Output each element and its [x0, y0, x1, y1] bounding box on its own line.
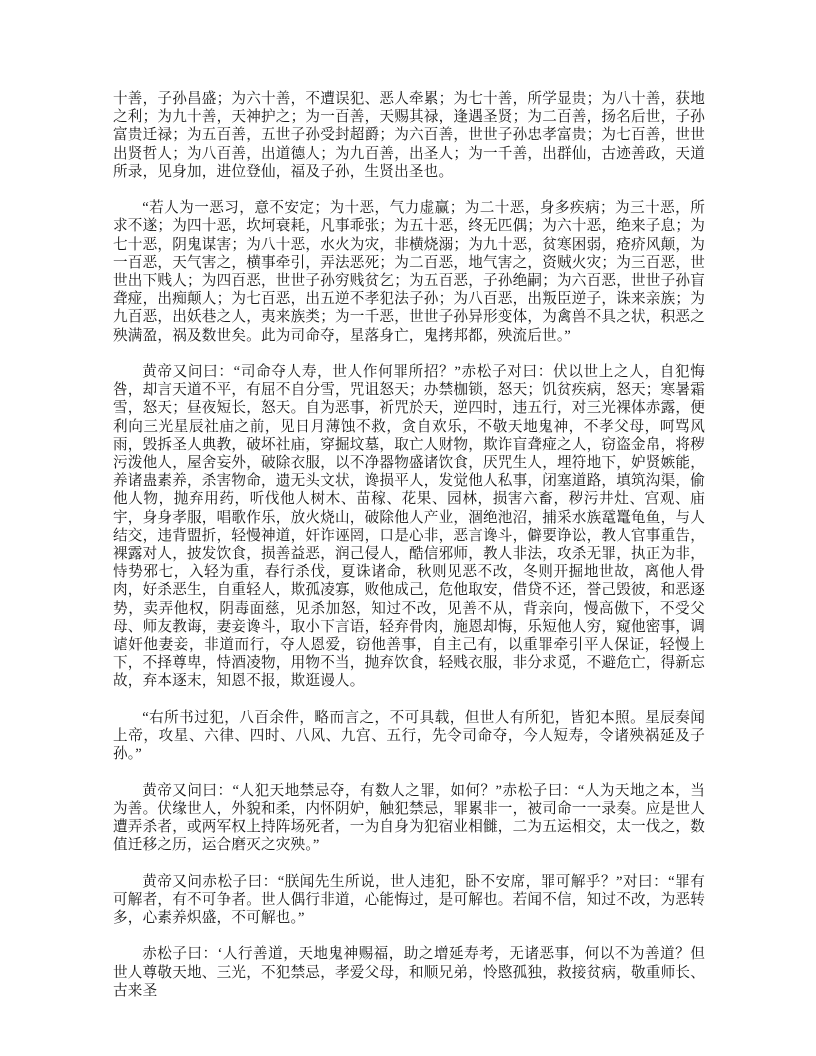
paragraph-4: “右所书过犯，八百余件，略而言之，不可具载，但世人有所犯，皆犯本照。星辰奏闻上帝，攻星、六律、四时、八风、九宫、五行，先令司命夺，今人短寿，令诸殃祸延及子孙。” [113, 709, 705, 763]
paragraph-1: 十善，子孙昌盛；为六十善，不遭误犯、恶人牵累；为七十善，所学显贵；为八十善，获地之利；为九十善，天神护之；为一百善，天赐其禄，逢遇圣贤；为二百善，扬名后世，子孙富贵迁禄；为五百善，五世子孙受封超爵；为六百善，世世子孙忠孝富贵；为七百善，世世出贤哲人；为八百善，出道德人；为九百善，出圣人；为一千善，出群仙，古迹善政，天道所录，见身加，进位登仙，福及子孙，生贤出圣也。 [113, 91, 705, 180]
paragraph-5: 黄帝又问曰：“人犯天地禁忌夺，有数人之罪，如何？”赤松子曰：“人为天地之本，当为善。伏缘世人，外貌和柔，内怀阴妒，触犯禁忌，罪累非一，被司命一一录奏。应是世人遭弄杀者，或两军权上持阵场死者，一为自身为犯宿业相雠，二为五运相交，太一伐之，数值迁移之历，运合磨灭之灾殃。” [113, 782, 705, 854]
document-body [113, 90, 705, 1000]
paragraph-7: 赤松子曰：‘人行善道，天地鬼神赐福，助之增延寿考，无诸恶事，何以不为善道？但世人尊敬天地、三光，不犯禁忌，孝爱父母，和顺兄弟，怜愍孤独，救接贫病，敬重师长、古来圣 [113, 946, 705, 999]
paragraph-6: 黄帝又问赤松子曰：“朕闻先生所说，世人违犯，卧不安席，罪可解乎？”对曰：“罪有可解者，有不可争者。世人偶行非道，心能悔过，是可解也。若闻不信，知过不改，为恶转多，心素养炽盛，不可解也。” [113, 873, 705, 927]
paragraph-3: 黄帝又问曰：“司命夺人寿，世人作何罪所招？”赤松子对曰：伏以世上之人，自犯悔咎，却言天道不平，有屈不自分雪，咒诅怒天；办禁枷锁，怒天；饥贫疾病，怒天；寒暑霜雪，怒天；昼夜短长，怒天。自为恶事，祈咒於天，逆四时，违五行，对三光裸体赤露，便利向三光星辰社庙之前，见日月薄蚀不救，贪自欢乐，不敬天地鬼神，不孝父母，呵骂风雨，毁拆圣人典教，破坏社庙，穿掘坟墓，取亡人财物，欺诈盲聋痖之人，窃盗金帛，将秽污泼他人，屋舍妄外，破除衣服，以不净器物盛诸饮食，厌咒生人，埋符地下，妒贤嫉能，养诸蛊素养，杀害物命，遗无头文状，谗损平人，发觉他人私事，闭塞道路，填筑沟渠，偷他人物，抛弃用药，听伐他人树木、苗稼、花果、园林，损害六畜，秽污井灶、宫观、庙宇，身身孝服，唱歌作乐，放火烧山，破除他人产业，涸绝池沼，捕采水族鼋鼍龟鱼，与人结交，违背盟折，轻慢神道，奸诈诬罔，口是心非，恶言谗斗，僻要诤讼，教人官事重告，裸露对人，披发饮食，损善益恶，润己侵人，酷信邪师，教人非法，攻杀无罪，执正为非，恃势邪七，入轻为重，春行杀伐，夏诛诸命，秋则见恶不改，冬则开掘地世故，离他人骨肉，好杀恶生，自重轻人，欺孤凌寡，败他成己，危他取安，借贷不还，誉己毁彼，和恶逐势，卖弄他权，阴毒面慈，见杀加怒，知过不改，见善不从，背亲向，慢高傲下，不受父母、师友教诲，妻妾谗斗，取小下言语，轻弃骨肉，施恩却悔，乐短他人穷，窥他密事，调谑奸他妻妾，非道而行，夺人恩爱，窃他善事，自主己有，以重罪牵引平人保证，轻慢上下，不择尊卑，恃酒凌物，用物不当，抛弃饮食，轻贱衣服，非分求觅，不避危亡，得新忘故，弃本逐末，知恩不报，欺逛谩人。 [113, 364, 705, 690]
paragraph-2: “若人为一恶习，意不安定；为十恶，气力虚赢；为二十恶，身多疾病；为三十恶，所求不遂；为四十恶，坎坷衰耗，凡事乖张；为五十恶，终无匹偶；为六十恶，绝来子息；为七十恶，阴鬼谋害；为八十恶，水火为灾，非横烧溺；为九十恶，贫寒困弱，疮疥风颠，为一百恶，天气害之，横事牵引，弄法恶死；为二百恶，地气害之，资贼火灾；为三百恶，世世出下贱人；为四百恶，世世子孙穷贱贫乞；为五百恶，子孙绝嗣；为六百恶，世世子孙盲聋痖，出痴颠人；为七百恶，出五逆不孝犯法子孙；为八百恶，出叛臣逆子，诛来亲族；为九百恶，出妖巷之人，夷来族类；为一千恶，世世子孙异形变体，为禽兽不具之状，积恶之殃满盈，祸及数世矣。此为司命夺，星落身亡，鬼拷邦都，殃流后世。” [113, 200, 705, 344]
